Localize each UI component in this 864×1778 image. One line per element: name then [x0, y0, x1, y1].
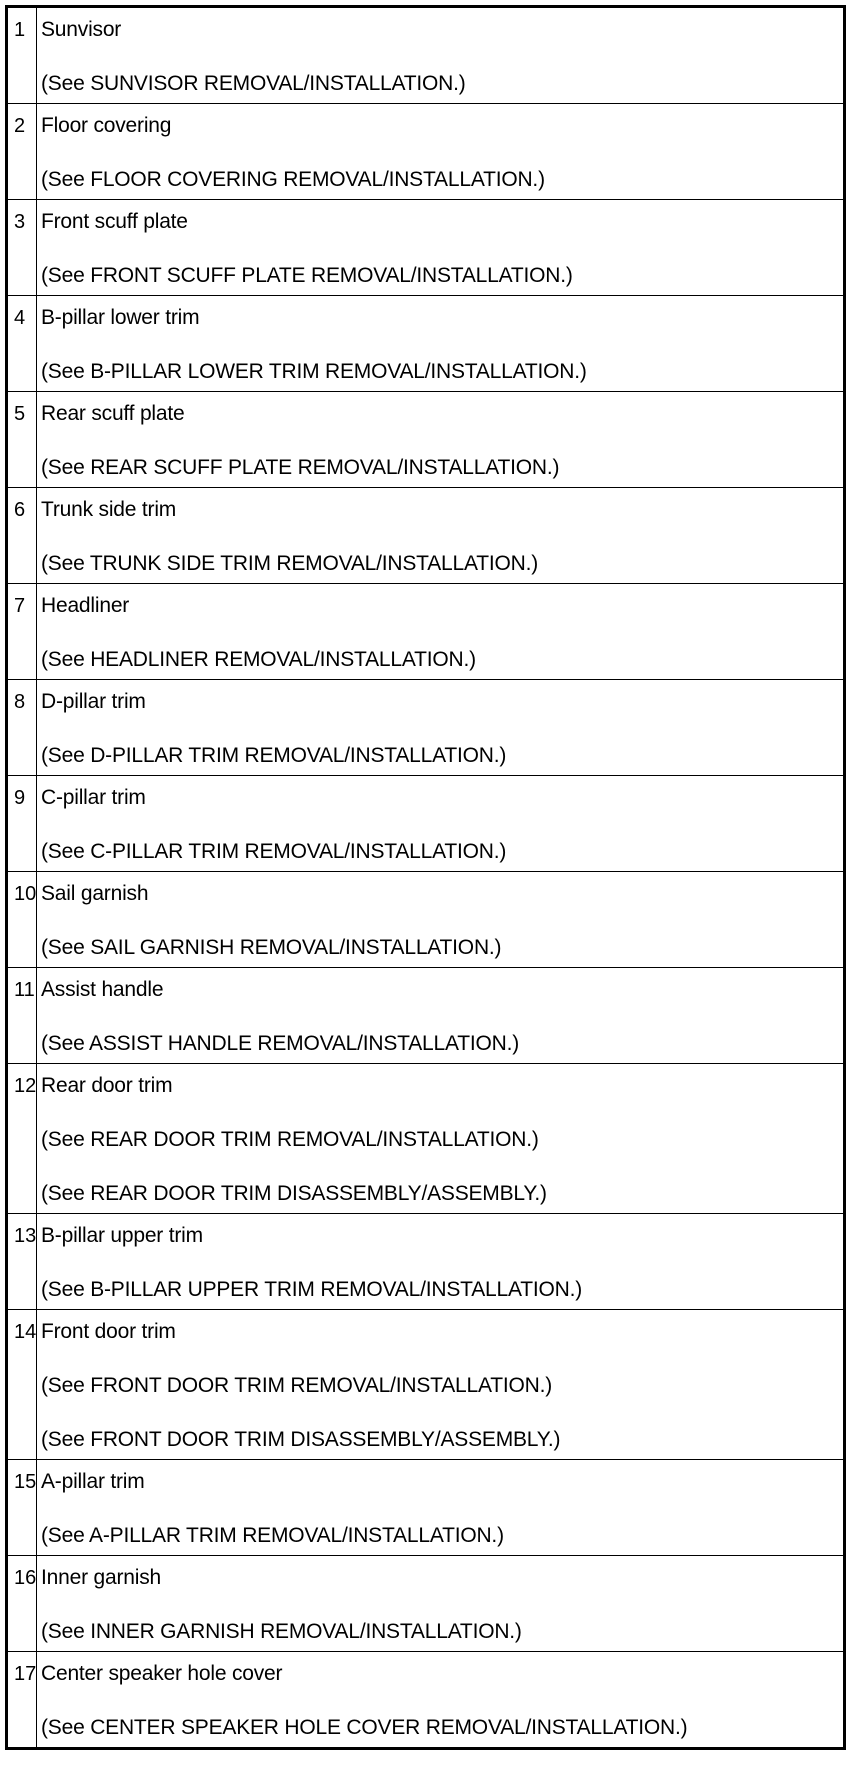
table-row	[7, 776, 845, 872]
part-name: D-pillar trim	[41, 690, 146, 713]
procedure-reference: (See HEADLINER REMOVAL/INSTALLATION.)	[41, 648, 476, 671]
procedure-reference: (See B-PILLAR UPPER TRIM REMOVAL/INSTALLATION.)	[41, 1278, 583, 1301]
procedure-reference: (See REAR DOOR TRIM DISASSEMBLY/ASSEMBLY.)	[41, 1182, 547, 1205]
procedure-reference: (See A-PILLAR TRIM REMOVAL/INSTALLATION.)	[41, 1524, 504, 1547]
row-description	[37, 1214, 845, 1310]
procedure-reference: (See C-PILLAR TRIM REMOVAL/INSTALLATION.)	[41, 840, 507, 863]
row-description	[37, 968, 845, 1064]
row-number: 2	[7, 104, 37, 200]
procedure-reference: (See FRONT DOOR TRIM DISASSEMBLY/ASSEMBLY.)	[41, 1428, 561, 1451]
row-description	[37, 1556, 845, 1652]
table-row	[7, 1310, 845, 1460]
part-name: Trunk side trim	[41, 498, 177, 521]
row-description	[37, 1310, 845, 1460]
table-row	[7, 488, 845, 584]
row-description	[37, 584, 845, 680]
row-number: 8	[7, 680, 37, 776]
row-number: 7	[7, 584, 37, 680]
row-number: 13	[7, 1214, 37, 1310]
table-row	[7, 680, 845, 776]
table-row	[7, 104, 845, 200]
part-name: Center speaker hole cover	[41, 1662, 283, 1685]
procedure-reference: (See SAIL GARNISH REMOVAL/INSTALLATION.)	[41, 936, 502, 959]
row-number: 10	[7, 872, 37, 968]
row-description	[37, 296, 845, 392]
table-row	[7, 1460, 845, 1556]
procedure-reference: (See TRUNK SIDE TRIM REMOVAL/INSTALLATION.)	[41, 552, 539, 575]
row-description	[37, 200, 845, 296]
row-description	[37, 392, 845, 488]
part-name: B-pillar upper trim	[41, 1224, 203, 1247]
part-name: Inner garnish	[41, 1566, 161, 1589]
part-name: Front door trim	[41, 1320, 176, 1343]
part-name: Floor covering	[41, 114, 172, 137]
part-name: Front scuff plate	[41, 210, 188, 233]
row-description	[37, 872, 845, 968]
table-row	[7, 1064, 845, 1214]
procedure-reference: (See B-PILLAR LOWER TRIM REMOVAL/INSTALLATION.)	[41, 360, 587, 383]
procedure-reference: (See REAR DOOR TRIM REMOVAL/INSTALLATION.)	[41, 1128, 539, 1151]
row-description	[37, 1460, 845, 1556]
row-description	[37, 488, 845, 584]
part-name: Sunvisor	[41, 18, 122, 41]
part-name: B-pillar lower trim	[41, 306, 200, 329]
table-row	[7, 584, 845, 680]
table-row	[7, 296, 845, 392]
procedure-reference: (See REAR SCUFF PLATE REMOVAL/INSTALLATION.)	[41, 456, 560, 479]
table-row	[7, 872, 845, 968]
row-number: 16	[7, 1556, 37, 1652]
part-name: C-pillar trim	[41, 786, 146, 809]
procedure-reference: (See CENTER SPEAKER HOLE COVER REMOVAL/INSTALLATION.)	[41, 1716, 688, 1739]
procedure-reference: (See ASSIST HANDLE REMOVAL/INSTALLATION.)	[41, 1032, 520, 1055]
row-number: 5	[7, 392, 37, 488]
table-row	[7, 200, 845, 296]
row-description	[37, 776, 845, 872]
parts-table-body	[7, 7, 845, 1749]
row-number: 17	[7, 1652, 37, 1749]
procedure-reference: (See FLOOR COVERING REMOVAL/INSTALLATION.)	[41, 168, 545, 191]
procedure-reference: (See FRONT SCUFF PLATE REMOVAL/INSTALLATION.)	[41, 264, 573, 287]
row-number: 15	[7, 1460, 37, 1556]
part-name: A-pillar trim	[41, 1470, 145, 1493]
row-description	[37, 7, 845, 104]
row-number: 11	[7, 968, 37, 1064]
row-description	[37, 680, 845, 776]
part-name: Rear scuff plate	[41, 402, 185, 425]
row-description	[37, 1652, 845, 1749]
table-row	[7, 1556, 845, 1652]
row-description	[37, 1064, 845, 1214]
part-name: Sail garnish	[41, 882, 149, 905]
procedure-reference: (See SUNVISOR REMOVAL/INSTALLATION.)	[41, 72, 466, 95]
row-number: 6	[7, 488, 37, 584]
parts-table	[5, 5, 846, 1750]
procedure-reference: (See INNER GARNISH REMOVAL/INSTALLATION.)	[41, 1620, 522, 1643]
part-name: Assist handle	[41, 978, 164, 1001]
table-row	[7, 1214, 845, 1310]
part-name: Headliner	[41, 594, 130, 617]
table-row	[7, 1652, 845, 1749]
table-row	[7, 7, 845, 104]
row-number: 3	[7, 200, 37, 296]
row-description	[37, 104, 845, 200]
row-number: 4	[7, 296, 37, 392]
table-row	[7, 392, 845, 488]
row-number: 1	[7, 7, 37, 104]
procedure-reference: (See D-PILLAR TRIM REMOVAL/INSTALLATION.)	[41, 744, 507, 767]
table-row	[7, 968, 845, 1064]
procedure-reference: (See FRONT DOOR TRIM REMOVAL/INSTALLATION.)	[41, 1374, 553, 1397]
row-number: 14	[7, 1310, 37, 1460]
row-number: 9	[7, 776, 37, 872]
part-name: Rear door trim	[41, 1074, 173, 1097]
row-number: 12	[7, 1064, 37, 1214]
